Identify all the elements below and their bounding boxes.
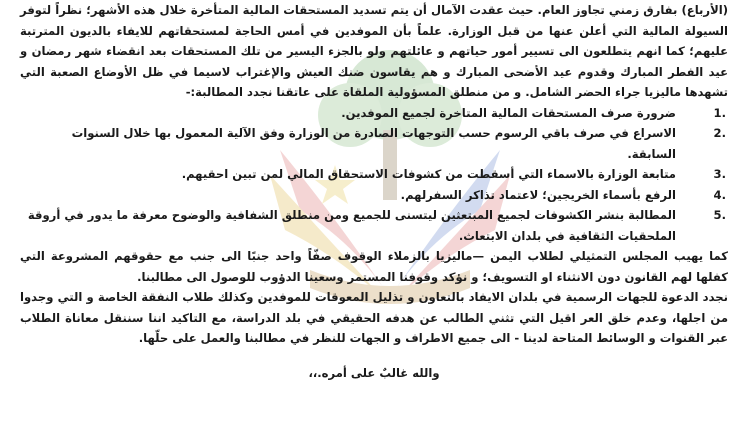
list-item — [20, 123, 728, 164]
item-number: 1. — [713, 105, 726, 120]
intro-line: الملقاة على عاتقنا نجدد المطالبة:- — [185, 85, 384, 99]
intro-line: و هم يقاسون ضنك العيش والإغتراب لاسيما في ظل الأوضاع الصعبة التي تشهدها ماليزيا جراء الحضر الشامل. و من منطلق المسؤولية — [20, 64, 728, 99]
item-number: 2. — [713, 126, 726, 140]
item-number: 4. — [713, 187, 726, 202]
intro-paragraph — [20, 0, 728, 103]
demands-list — [20, 103, 728, 247]
list-item — [20, 103, 728, 124]
intro-line: تسيير أمور حياتهم و عائلتهم ولو بالجزء اليسير من تلك المستحقات بعد انقضاء شهر رمضان و عيد الفطر المبارك وقدوم عيد الأضحى المبارك — [20, 44, 728, 79]
closing-line: والله غالبٌ على أمره.،، — [308, 365, 440, 380]
list-item — [20, 185, 728, 206]
item-text: الاسراع في صرف باقي الرسوم حسب التوجهات الصادرة من الوزارة وفق الآلية المعمول بها خلال السنوات السابقة. — [71, 126, 676, 161]
intro-line: (الأرباع) بفارق زمني تجاوز العام. حيث عقدت الآمال أن يتم تسديد المستحقات المالية المتأخرة خلال هذه الأشهر؛ نظراً لتوفر السيولة — [20, 3, 728, 38]
intro-line: المالية التي أعلن عنها من قبل الوزارة. علماً بأن الموفدين في أمس الحاجة لمستحقاتهم للايفاء بالديون المترتبة عليهم؛ كما انهم يتطلعون الى — [20, 23, 728, 58]
call-paragraph: نجدد الدعوة للجهات الرسمية في بلدان الايفاد بالتعاون و تذليل المعوقات للموفدين وكذلك طلاب النفقة الخاصة و التي وجدوا من اجلها، وعدم خلق العر اقيل التي تثني الطالب عن هدفه الحقيقي في بلد الدراسة، مع التاكيد اننا سننقل معاناة الطلاب عبر القنوات و الوسائط المتاحة لدينا - الى جميع الاطراف و الجهات للنظر في مطالبنا والعمل على حلّها. — [20, 290, 728, 345]
item-number: 3. — [713, 167, 726, 181]
item-number: 5. — [713, 208, 726, 222]
item-text: ضرورة صرف المستحقات المالية المتاخرة لجميع الموفدين. — [341, 105, 676, 120]
appeal-paragraph: كما يهيب المجلس التمثيلي لطلاب اليمن —ماليزيا بالزملاء الوقوف صفّاً واحد جنبًا الى جنب مع حقوقهم المشروعة التي كفلها لهم القانون دون الانثناء او التسويف؛ و نؤكد وقوفنا المستمر وسعينا الدؤوب للوصول الى مطالبنا. — [20, 249, 728, 284]
list-item — [20, 205, 728, 246]
item-text: متابعة الوزارة بالاسماء التي أسقطت من كشوفات الاستحقاق المالي لمن تبين احقيهم. — [181, 167, 676, 181]
list-item — [20, 164, 728, 185]
item-text: المطالبة بنشر الكشوفات لجميع المبتعثين ليتسنى للجميع ومن منطلق الشفافية والوضوح معرفة ما يدور في أروقة الملحقيات الثقافية في بلدان الابتعاث. — [27, 208, 676, 243]
item-text: الرفع بأسماء الخريجين؛ لاعتماد تذاكر السفرلهم. — [400, 187, 676, 202]
